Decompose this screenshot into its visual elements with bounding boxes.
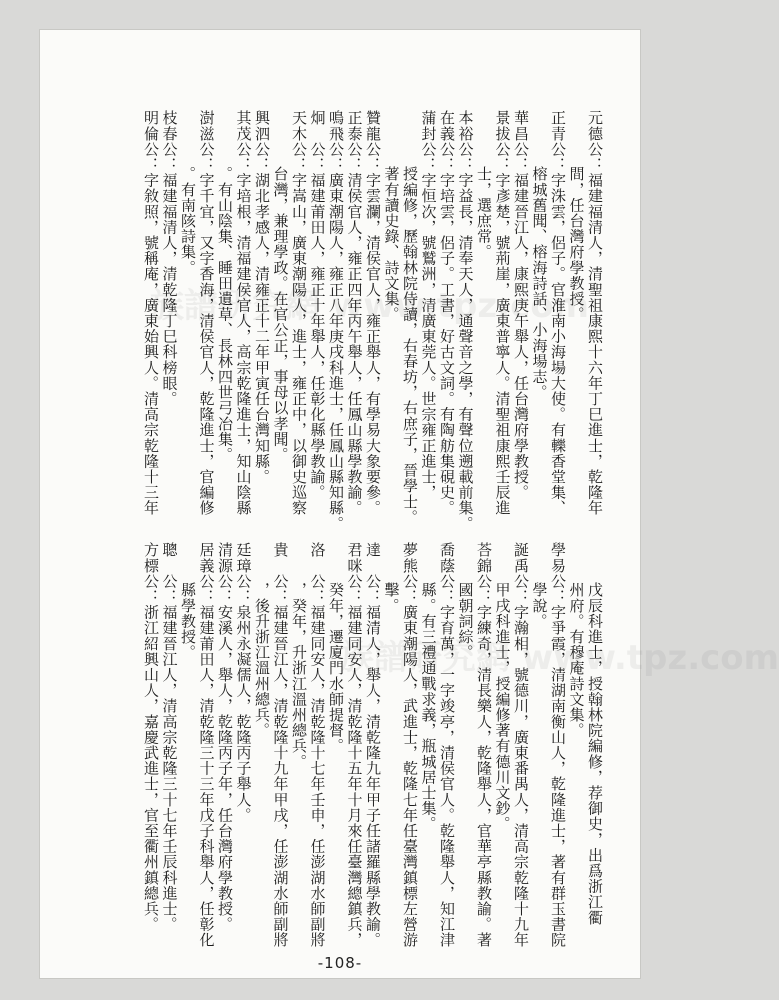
- text-column: 贊龍公：字雲瀾，清侯官人，雍正舉人，有學易大象要參。: [364, 110, 382, 516]
- text-column: 荅錦公：字練奇，清長樂人，乾隆舉人，官華亭縣教諭。著: [475, 542, 493, 948]
- text-column: 蒲封公：字恒次，號鷲洲，清廣東莞人。世宗雍正進士，: [419, 110, 438, 500]
- text-column: 台灣，兼理學政。在官公正，事母以孝聞。: [271, 166, 290, 463]
- text-column: 元德公：福建福清人，清聖祖康熙十六年丁巳進士，乾隆年: [586, 110, 604, 516]
- text-column: ，後升浙江溫州總兵。: [253, 582, 271, 738]
- text-column: 縣學教授。: [179, 582, 197, 660]
- text-column: 州府。有穆庵詩文集。: [567, 582, 586, 738]
- text-column: 間，任台灣府學教授。: [567, 166, 586, 322]
- text-column: 榕城舊聞、榕海詩話、小海場志。: [530, 166, 549, 400]
- watermark: 族譜研究網 www.tpz.com: [340, 638, 779, 678]
- text-column: 學說。: [530, 582, 549, 629]
- text-column: 枝春公：福建福清人，清乾隆丁巳科榜眼。: [160, 110, 179, 407]
- text-column: 廷璋公：泉州永凝儒人，乾隆丙子舉人。: [234, 542, 253, 823]
- text-column: 達 公：福清人，舉人，清乾隆九年甲子任諸羅縣學教諭。: [364, 542, 382, 948]
- text-column: 在義公：字培雲，侶子。工書，好古文詞。有陶舫集硯史。: [438, 110, 456, 516]
- text-column: 。有山陰集、睡田遺草、長林四世弓冶集。: [216, 166, 234, 463]
- page-number: -108-: [317, 954, 363, 972]
- text-column: 擊。: [382, 582, 401, 614]
- text-column: 國朝詞綜。: [456, 582, 475, 660]
- lower-text-block: [58, 542, 604, 967]
- text-column: 其茂公：字培根，清福建侯官人，高宗乾隆進士，知山陰縣: [234, 110, 253, 516]
- text-column: 鳴飛公：廣東潮陽人，雍正八年庚戌科進士，任鳳山縣知縣。: [327, 110, 345, 532]
- text-column: 縣。有三禮通戰求義，瓶城居士集。: [419, 582, 438, 832]
- text-column: 誕禹公：字瀚相，號德川，廣東番禺人，清高宗乾隆十九年: [512, 542, 530, 948]
- text-column: 著有讀史錄、詩文集。: [382, 166, 401, 322]
- text-column: 清源公：安溪人，舉人，乾隆丙子年，任台灣府學教授。: [216, 542, 234, 932]
- text-column: 君咪公：福建同安人，清乾隆十五年十月來任臺灣總鎮兵，: [345, 542, 364, 948]
- text-column: 本裕公：字益長，清奉天人，通聲音之學，有聲位遡載前集。: [456, 110, 475, 532]
- text-column: 明倫公：字敘照，號稱庵，廣東始興人。清高宗乾隆十三年: [142, 110, 160, 516]
- text-column: 夢熊公：廣東潮陽人，武進士，乾隆七年任臺灣鎮標左營游: [401, 542, 419, 948]
- text-column: 炯 公：福建莆田人，雍正十年舉人，任彰化縣學教諭。: [308, 110, 327, 500]
- text-column: 澍滋公：字千宜，又字香海，清侯官人，乾隆進士，官編修: [197, 110, 216, 516]
- watermark: 族譜研究網 www.tpz.com: [150, 286, 590, 326]
- text-column: 居義公：福建莆田人，清乾隆三十三年戊子科舉人，任彰化: [197, 542, 216, 948]
- text-column: 興泗公：湖北孝感人，清雍正十二年甲寅任台灣知縣。: [253, 110, 271, 485]
- text-column: 癸年，遷廈門水師提督。: [327, 582, 345, 754]
- text-column: 。有南陔詩集。: [179, 166, 197, 276]
- text-column: 正青公：字洙雲，侶子。官淮南小海場大使。有轢香堂集、: [549, 110, 567, 516]
- document-page: [40, 30, 779, 978]
- text-column: 士，選庶常。: [475, 166, 493, 260]
- text-column: 授編修，歷翰林院侍讀，右春坊，右庶子，晉學士。: [401, 166, 419, 525]
- upper-text-block: [58, 110, 604, 530]
- text-column: 喬蔭公：字育萬，一字竣亭，清侯官人。乾隆舉人，知江津: [438, 542, 456, 948]
- text-column: 甲戌科進士，授編修著有德川文鈔。: [493, 582, 512, 832]
- text-column: 戊辰科進士，授翰林院編修，荐御史，出爲浙江衢: [586, 582, 604, 926]
- text-column: 學易公：字爭霞，清湖南衡山人，乾隆進士，著有群玉書院: [549, 542, 567, 948]
- text-column: 貴 公：福建晉江人，清乾隆十九年甲戌，任澎湖水師副將: [271, 542, 290, 948]
- text-column: 聰 公：福建晉江人，清高宗乾隆三十七年壬辰科進士。: [160, 542, 179, 932]
- text-column: 天木公：字嵩山，廣東潮陽人，進士，雍正中，以御史巡察: [290, 110, 308, 516]
- text-column: 景拔公：字彥楚，號荊崖，廣東普寧人。清聖祖康熙壬辰進: [493, 110, 512, 516]
- text-column: 正泰公：清侯官人，雍正四年丙午舉人，任鳳山縣學教諭。: [345, 110, 364, 516]
- text-column: 方標公：浙江紹興山人，嘉慶武進士，官至衢州鎮總兵。: [142, 542, 160, 932]
- text-column: 華昌公：福建晉江人，康熙庚午舉人，任台灣府學教授。: [512, 110, 530, 500]
- text-column: ，癸年，升浙江溫州總兵。: [290, 582, 308, 770]
- text-column: 洛 公：福建同安人，清乾隆十七年壬申，任澎湖水師副將: [308, 542, 327, 948]
